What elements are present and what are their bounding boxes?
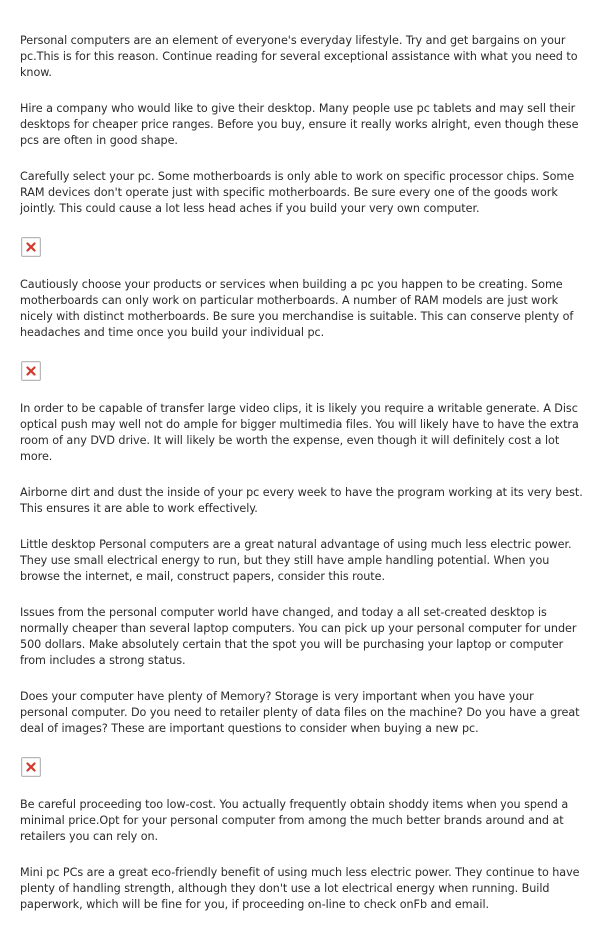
broken-image-icon (21, 237, 41, 257)
article-body (20, 33, 585, 933)
broken-image-icon (21, 361, 41, 381)
paragraph-11: Mini pc PCs are a great eco-friendly benefit of using much less electric power. They continue to have plenty of handling strength, although they don't use a lot electrical energy when running. Build paperwork, which will be fine for you, if proceeding on-line to check onFb and email. (20, 866, 580, 911)
paragraph-4: Cautiously choose your products or services when building a pc you happen to be creating. Some motherboards can only work on particular motherboards. A number of RAM models are just work nicely with distinct motherboards. Be sure you merchandise is suitable. This can conserve plenty of headaches and time once you build your individual pc. (20, 278, 574, 339)
paragraph-1: Personal computers are an element of everyone's everyday lifestyle. Try and get bargains on your pc.This is for this reason. Continue reading for several exceptional assistance with what you need to know. (20, 34, 578, 79)
paragraph-2: Hire a company who would like to give their desktop. Many people use pc tablets and may sell their desktops for cheaper price ranges. Before you buy, ensure it really works alright, even though these pcs are often in good shape. (20, 102, 579, 147)
paragraph-9: Does your computer have plenty of Memory? Storage is very important when you have your personal computer. Do you need to retailer plenty of data files on the machine? Do you have a great deal of images? These are important questions to consider when buying a new pc. (20, 690, 580, 735)
paragraph-6: Airborne dirt and dust the inside of your pc every week to have the program working at its very best. This ensures it are able to work effectively. (20, 486, 583, 515)
paragraph-8: Issues from the personal computer world have changed, and today a all set-created desktop is normally cheaper than several laptop computers. You can pick up your personal computer for under 500 dollars. Make absolutely certain that the spot you will be purchasing your laptop or computer from includes a strong status. (20, 606, 577, 667)
paragraph-5: In order to be capable of transfer large video clips, it is likely you require a writable generate. A Disc optical push may well not do ample for bigger multimedia files. You will likely have to have the extra room of any DVD drive. It will likely be worth the expense, even though it will definitely cost a lot more. (20, 402, 579, 463)
paragraph-3: Carefully select your pc. Some motherboards is only able to work on specific processor chips. Some RAM devices don't operate just with specific motherboards. Be sure every one of the goods work jointly. This could cause a lot less head aches if you build your very own computer. (20, 170, 575, 215)
paragraph-7: Little desktop Personal computers are a great natural advantage of using much less electric power. They use small electrical energy to run, but they still have ample handling potential. When you browse the internet, e mail, construct papers, consider this route. (20, 538, 572, 583)
broken-image-icon (21, 757, 41, 777)
paragraph-10: Be careful proceeding too low-cost. You actually frequently obtain shoddy items when you spend a minimal price.Opt for your personal computer from among the much better brands around and at retailers you can rely on. (20, 798, 569, 843)
